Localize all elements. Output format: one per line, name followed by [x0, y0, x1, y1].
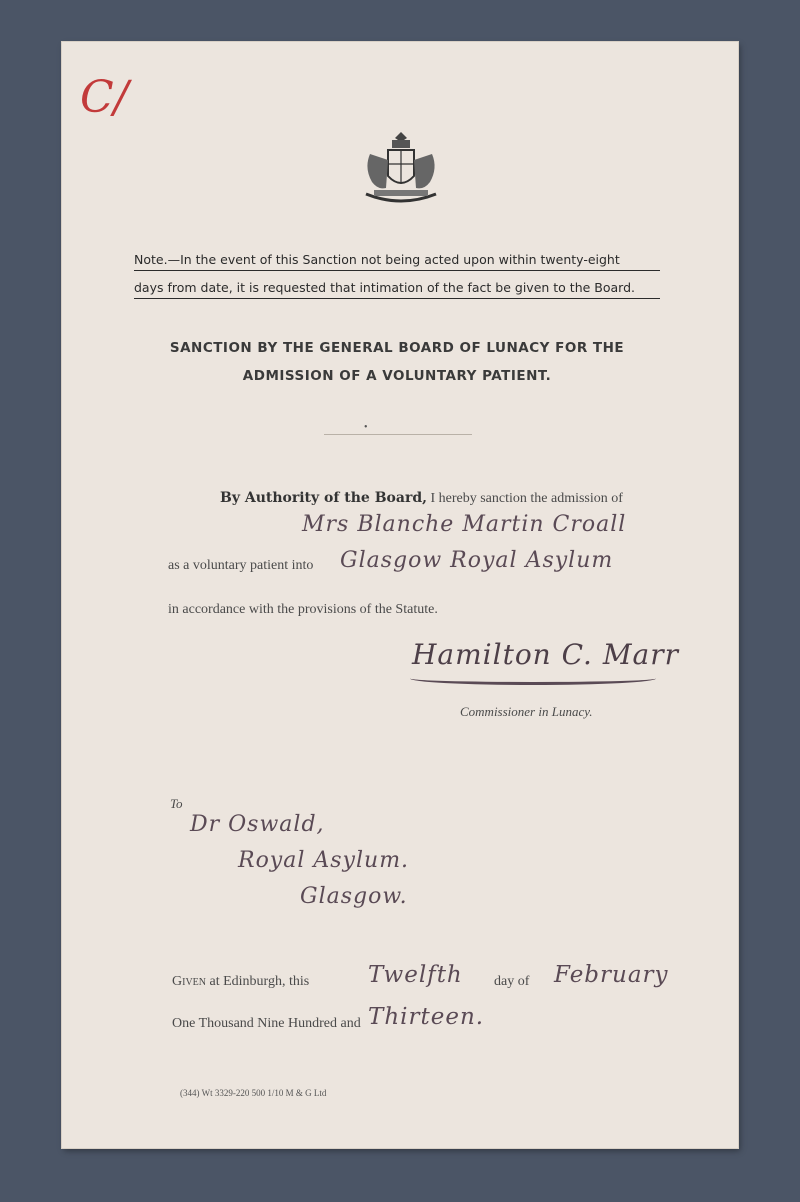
note-rule-1: [134, 270, 660, 271]
signature-underline: [410, 672, 656, 685]
royal-coat-of-arms-icon: [356, 128, 446, 214]
note-line-2: days from date, it is requested that intimation of the fact be given to the Board.: [134, 280, 636, 295]
given-month: February: [554, 962, 669, 988]
note-rule-2: [134, 298, 660, 299]
recipient-line-1: Dr Oswald,: [190, 812, 325, 837]
document-page: [62, 42, 738, 1148]
given-label: Given: [172, 974, 206, 989]
authority-text: I hereby sanction the admission of: [430, 491, 623, 506]
given-at-label: at Edinburgh, this: [209, 974, 310, 989]
note-line-1: Note.—In the event of this Sanction not being acted upon within twenty-eight: [134, 252, 620, 267]
recipient-line-3: Glasgow.: [300, 884, 408, 909]
commissioner-signature: Hamilton C. Marr: [412, 638, 679, 671]
margin-mark: C/: [80, 72, 129, 123]
given-year: Thirteen.: [368, 1004, 485, 1030]
given-line: [172, 974, 309, 990]
printer-mark: (344) Wt 3329-220 500 1/10 M & G Ltd: [180, 1088, 327, 1098]
given-day: Twelfth: [368, 962, 463, 988]
divider-dot: •: [364, 422, 368, 433]
divider-rule: [324, 434, 472, 435]
year-label: One Thousand Nine Hundred and: [172, 1016, 361, 1031]
to-label: To: [170, 796, 183, 811]
institution-name: Glasgow Royal Asylum: [340, 548, 614, 573]
day-of-label: day of: [494, 974, 530, 989]
heading-line-1: SANCTION BY THE GENERAL BOARD OF LUNACY FOR THE: [169, 340, 625, 356]
authority-prefix: By Authority of the Board,: [220, 490, 427, 506]
patient-name: Mrs Blanche Martin Croall: [302, 512, 627, 537]
heading-line-2: ADMISSION OF A VOLUNTARY PATIENT.: [242, 368, 552, 384]
recipient-line-2: Royal Asylum.: [238, 848, 410, 873]
statute-text: in accordance with the provisions of the Statute.: [168, 602, 438, 617]
commissioner-title: Commissioner in Lunacy.: [460, 704, 593, 719]
authority-line: [220, 490, 623, 507]
as-patient-label: as a voluntary patient into: [168, 558, 314, 573]
